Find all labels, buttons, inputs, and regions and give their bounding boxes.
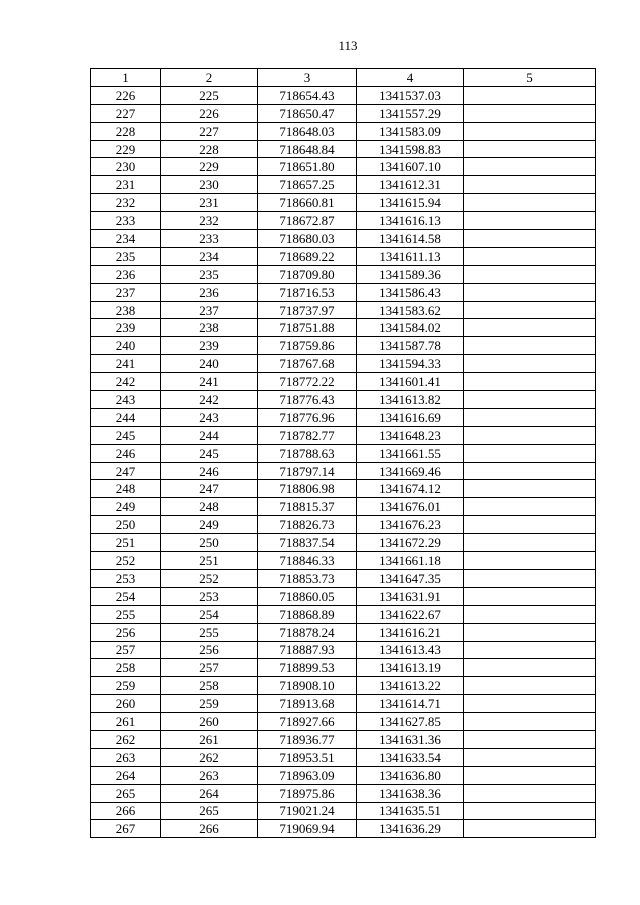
table-cell: 266 — [161, 820, 258, 838]
table-cell: 227 — [161, 122, 258, 140]
table-cell: 718650.47 — [258, 104, 357, 122]
table-row — [91, 498, 596, 516]
table-row — [91, 641, 596, 659]
table-row — [91, 337, 596, 355]
table-cell: 248 — [91, 480, 161, 498]
table-cell: 718868.89 — [258, 605, 357, 623]
table-cell: 265 — [91, 784, 161, 802]
table-row — [91, 784, 596, 802]
coordinates-table — [90, 68, 596, 838]
table-cell: 259 — [91, 677, 161, 695]
table-cell: 248 — [161, 498, 258, 516]
table-cell: 247 — [161, 480, 258, 498]
table-cell: 260 — [91, 695, 161, 713]
table-cell: 1341586.43 — [357, 283, 464, 301]
table-row — [91, 462, 596, 480]
table-row — [91, 516, 596, 534]
table-row — [91, 748, 596, 766]
table-cell: 718860.05 — [258, 587, 357, 605]
table-cell: 718672.87 — [258, 212, 357, 230]
table-row — [91, 480, 596, 498]
table-cell — [464, 713, 596, 731]
table-cell: 263 — [91, 748, 161, 766]
table-cell: 1341537.03 — [357, 86, 464, 104]
table-row — [91, 534, 596, 552]
table-cell — [464, 462, 596, 480]
table-cell: 236 — [91, 265, 161, 283]
table-cell: 719069.94 — [258, 820, 357, 838]
table-cell — [464, 784, 596, 802]
table-cell — [464, 212, 596, 230]
table-cell: 718853.73 — [258, 569, 357, 587]
table-cell: 1341607.10 — [357, 158, 464, 176]
column-header: 3 — [258, 69, 357, 87]
table-row — [91, 355, 596, 373]
table-cell: 718759.86 — [258, 337, 357, 355]
table-cell: 1341583.62 — [357, 301, 464, 319]
table-cell: 240 — [161, 355, 258, 373]
column-header: 2 — [161, 69, 258, 87]
table-row — [91, 373, 596, 391]
table-cell: 718776.96 — [258, 408, 357, 426]
table-cell: 242 — [161, 391, 258, 409]
table-row — [91, 319, 596, 337]
table-cell: 228 — [91, 122, 161, 140]
table-cell: 1341636.80 — [357, 766, 464, 784]
table-cell — [464, 247, 596, 265]
table-cell: 718975.86 — [258, 784, 357, 802]
column-header: 1 — [91, 69, 161, 87]
table-row — [91, 730, 596, 748]
table-row — [91, 552, 596, 570]
table-cell — [464, 355, 596, 373]
table-cell: 235 — [91, 247, 161, 265]
table-cell: 226 — [91, 86, 161, 104]
table-cell: 718887.93 — [258, 641, 357, 659]
table-cell — [464, 391, 596, 409]
table-row — [91, 695, 596, 713]
table-row — [91, 820, 596, 838]
table-cell: 1341631.91 — [357, 587, 464, 605]
table-row — [91, 86, 596, 104]
table-cell: 718797.14 — [258, 462, 357, 480]
table-cell: 254 — [161, 605, 258, 623]
table-cell: 718657.25 — [258, 176, 357, 194]
table-cell: 718751.88 — [258, 319, 357, 337]
table-cell — [464, 802, 596, 820]
table-cell: 229 — [161, 158, 258, 176]
table-cell — [464, 176, 596, 194]
table-cell: 238 — [91, 301, 161, 319]
table-row — [91, 623, 596, 641]
table-cell — [464, 122, 596, 140]
table-cell: 252 — [91, 552, 161, 570]
table-cell — [464, 104, 596, 122]
table-row — [91, 569, 596, 587]
table-cell: 1341614.58 — [357, 230, 464, 248]
table-cell: 234 — [161, 247, 258, 265]
table-cell — [464, 444, 596, 462]
table-cell: 262 — [91, 730, 161, 748]
table-cell: 241 — [161, 373, 258, 391]
table-cell: 718826.73 — [258, 516, 357, 534]
table-cell: 1341557.29 — [357, 104, 464, 122]
table-row — [91, 247, 596, 265]
table-row — [91, 265, 596, 283]
table-cell: 1341647.35 — [357, 569, 464, 587]
table-cell: 1341633.54 — [357, 748, 464, 766]
table-cell: 249 — [161, 516, 258, 534]
table-row — [91, 802, 596, 820]
table-row — [91, 104, 596, 122]
table-cell: 718689.22 — [258, 247, 357, 265]
table-cell: 1341672.29 — [357, 534, 464, 552]
table-cell — [464, 587, 596, 605]
table-cell: 1341622.67 — [357, 605, 464, 623]
table-cell: 233 — [91, 212, 161, 230]
table-row — [91, 212, 596, 230]
table-cell: 718953.51 — [258, 748, 357, 766]
table-cell: 233 — [161, 230, 258, 248]
table-cell: 718660.81 — [258, 194, 357, 212]
table-cell: 249 — [91, 498, 161, 516]
table-cell: 718815.37 — [258, 498, 357, 516]
table-row — [91, 140, 596, 158]
table-cell: 1341613.82 — [357, 391, 464, 409]
table-row — [91, 659, 596, 677]
table-cell: 261 — [91, 713, 161, 731]
table-cell: 259 — [161, 695, 258, 713]
table-cell: 1341587.78 — [357, 337, 464, 355]
table-row — [91, 283, 596, 301]
table-cell: 229 — [91, 140, 161, 158]
table-cell: 718846.33 — [258, 552, 357, 570]
table-cell: 239 — [91, 319, 161, 337]
table-cell — [464, 408, 596, 426]
table-cell — [464, 552, 596, 570]
table-cell: 243 — [161, 408, 258, 426]
table-cell — [464, 534, 596, 552]
table-cell: 1341676.23 — [357, 516, 464, 534]
table-cell: 225 — [161, 86, 258, 104]
table-cell: 718737.97 — [258, 301, 357, 319]
table-cell: 260 — [161, 713, 258, 731]
table-cell: 253 — [161, 587, 258, 605]
table-cell: 238 — [161, 319, 258, 337]
table-cell: 234 — [91, 230, 161, 248]
table-cell — [464, 623, 596, 641]
column-header: 4 — [357, 69, 464, 87]
table-cell: 719021.24 — [258, 802, 357, 820]
table-cell: 1341669.46 — [357, 462, 464, 480]
table-cell — [464, 140, 596, 158]
table-cell: 231 — [161, 194, 258, 212]
table-row — [91, 766, 596, 784]
table-cell: 247 — [91, 462, 161, 480]
table-cell: 1341613.22 — [357, 677, 464, 695]
table-cell: 1341674.12 — [357, 480, 464, 498]
table-cell: 1341616.21 — [357, 623, 464, 641]
table-cell: 1341636.29 — [357, 820, 464, 838]
table-cell: 1341584.02 — [357, 319, 464, 337]
table-cell — [464, 498, 596, 516]
table-cell — [464, 230, 596, 248]
table-cell: 1341614.71 — [357, 695, 464, 713]
table-row — [91, 176, 596, 194]
table-cell: 718936.77 — [258, 730, 357, 748]
table-cell: 1341638.36 — [357, 784, 464, 802]
table-cell: 226 — [161, 104, 258, 122]
table-cell — [464, 516, 596, 534]
table-cell: 718651.80 — [258, 158, 357, 176]
table-cell: 718806.98 — [258, 480, 357, 498]
table-cell: 230 — [161, 176, 258, 194]
table-cell: 244 — [161, 426, 258, 444]
table-cell: 1341613.43 — [357, 641, 464, 659]
table-cell — [464, 766, 596, 784]
table-cell: 1341594.33 — [357, 355, 464, 373]
table-cell — [464, 569, 596, 587]
table-cell: 261 — [161, 730, 258, 748]
table-cell: 245 — [161, 444, 258, 462]
table-cell — [464, 158, 596, 176]
table-cell: 243 — [91, 391, 161, 409]
table-cell: 718680.03 — [258, 230, 357, 248]
table-cell: 256 — [91, 623, 161, 641]
table-cell — [464, 373, 596, 391]
table-cell: 240 — [91, 337, 161, 355]
table-cell: 257 — [91, 641, 161, 659]
table-row — [91, 677, 596, 695]
table-cell: 1341627.85 — [357, 713, 464, 731]
table-cell: 718908.10 — [258, 677, 357, 695]
table-cell — [464, 659, 596, 677]
table-cell: 1341676.01 — [357, 498, 464, 516]
table-cell — [464, 677, 596, 695]
table-cell — [464, 319, 596, 337]
table-cell — [464, 641, 596, 659]
table-cell: 718782.77 — [258, 426, 357, 444]
table-cell: 232 — [91, 194, 161, 212]
table-cell: 237 — [161, 301, 258, 319]
table-cell — [464, 605, 596, 623]
table-cell: 1341661.55 — [357, 444, 464, 462]
table-cell: 1341589.36 — [357, 265, 464, 283]
table-cell: 256 — [161, 641, 258, 659]
table-cell: 242 — [91, 373, 161, 391]
table-cell: 1341635.51 — [357, 802, 464, 820]
table-cell: 235 — [161, 265, 258, 283]
table-row — [91, 426, 596, 444]
table-cell: 1341616.13 — [357, 212, 464, 230]
table-row — [91, 605, 596, 623]
table-cell: 1341601.41 — [357, 373, 464, 391]
table-cell: 718709.80 — [258, 265, 357, 283]
table-cell: 266 — [91, 802, 161, 820]
table-cell: 718927.66 — [258, 713, 357, 731]
table-row — [91, 230, 596, 248]
table-cell: 718837.54 — [258, 534, 357, 552]
table-cell: 718913.68 — [258, 695, 357, 713]
table-cell: 718899.53 — [258, 659, 357, 677]
table-cell: 250 — [91, 516, 161, 534]
table-cell: 267 — [91, 820, 161, 838]
table-cell — [464, 748, 596, 766]
table-row — [91, 408, 596, 426]
table-cell: 718648.84 — [258, 140, 357, 158]
table-cell: 250 — [161, 534, 258, 552]
table-cell: 263 — [161, 766, 258, 784]
table-row — [91, 301, 596, 319]
table-cell — [464, 426, 596, 444]
table-cell — [464, 86, 596, 104]
table-cell: 257 — [161, 659, 258, 677]
table-cell: 264 — [161, 784, 258, 802]
table-cell: 1341612.31 — [357, 176, 464, 194]
table-row — [91, 713, 596, 731]
table-cell: 237 — [91, 283, 161, 301]
table-cell: 232 — [161, 212, 258, 230]
table-row — [91, 444, 596, 462]
table-header-row — [91, 69, 596, 87]
table-cell: 718767.68 — [258, 355, 357, 373]
table-cell: 718878.24 — [258, 623, 357, 641]
column-header: 5 — [464, 69, 596, 87]
table-cell: 251 — [91, 534, 161, 552]
table-row — [91, 194, 596, 212]
table-cell: 254 — [91, 587, 161, 605]
table-cell: 1341631.36 — [357, 730, 464, 748]
table-cell: 258 — [91, 659, 161, 677]
table-cell — [464, 265, 596, 283]
table-cell: 241 — [91, 355, 161, 373]
table-cell: 258 — [161, 677, 258, 695]
table-cell: 264 — [91, 766, 161, 784]
page-number: 113 — [338, 38, 358, 53]
table-cell: 255 — [161, 623, 258, 641]
table-cell: 1341613.19 — [357, 659, 464, 677]
table-cell — [464, 194, 596, 212]
table-cell: 246 — [91, 444, 161, 462]
table-cell: 718648.03 — [258, 122, 357, 140]
table-cell: 1341615.94 — [357, 194, 464, 212]
table-cell — [464, 730, 596, 748]
table-row — [91, 391, 596, 409]
table-cell: 262 — [161, 748, 258, 766]
table-cell: 1341598.83 — [357, 140, 464, 158]
table-cell: 1341648.23 — [357, 426, 464, 444]
table-cell: 718716.53 — [258, 283, 357, 301]
table-cell: 236 — [161, 283, 258, 301]
table-cell: 718963.09 — [258, 766, 357, 784]
table-cell: 1341616.69 — [357, 408, 464, 426]
table-cell: 239 — [161, 337, 258, 355]
table-cell: 230 — [91, 158, 161, 176]
table-cell: 255 — [91, 605, 161, 623]
table-cell — [464, 820, 596, 838]
table-cell — [464, 301, 596, 319]
table-cell: 1341611.13 — [357, 247, 464, 265]
table-cell: 252 — [161, 569, 258, 587]
table-cell — [464, 337, 596, 355]
table-cell: 718788.63 — [258, 444, 357, 462]
table-body — [91, 86, 596, 837]
table-cell: 718772.22 — [258, 373, 357, 391]
table-cell: 231 — [91, 176, 161, 194]
table-cell — [464, 695, 596, 713]
table-cell: 246 — [161, 462, 258, 480]
table-cell — [464, 480, 596, 498]
table-row — [91, 122, 596, 140]
table-cell: 253 — [91, 569, 161, 587]
table-row — [91, 587, 596, 605]
table-cell: 265 — [161, 802, 258, 820]
table-cell: 251 — [161, 552, 258, 570]
table-cell: 1341661.18 — [357, 552, 464, 570]
table-cell: 245 — [91, 426, 161, 444]
table-row — [91, 158, 596, 176]
table-cell: 718654.43 — [258, 86, 357, 104]
table-cell: 227 — [91, 104, 161, 122]
table-cell: 244 — [91, 408, 161, 426]
table-cell — [464, 283, 596, 301]
table-cell: 228 — [161, 140, 258, 158]
table-cell: 718776.43 — [258, 391, 357, 409]
table-cell: 1341583.09 — [357, 122, 464, 140]
